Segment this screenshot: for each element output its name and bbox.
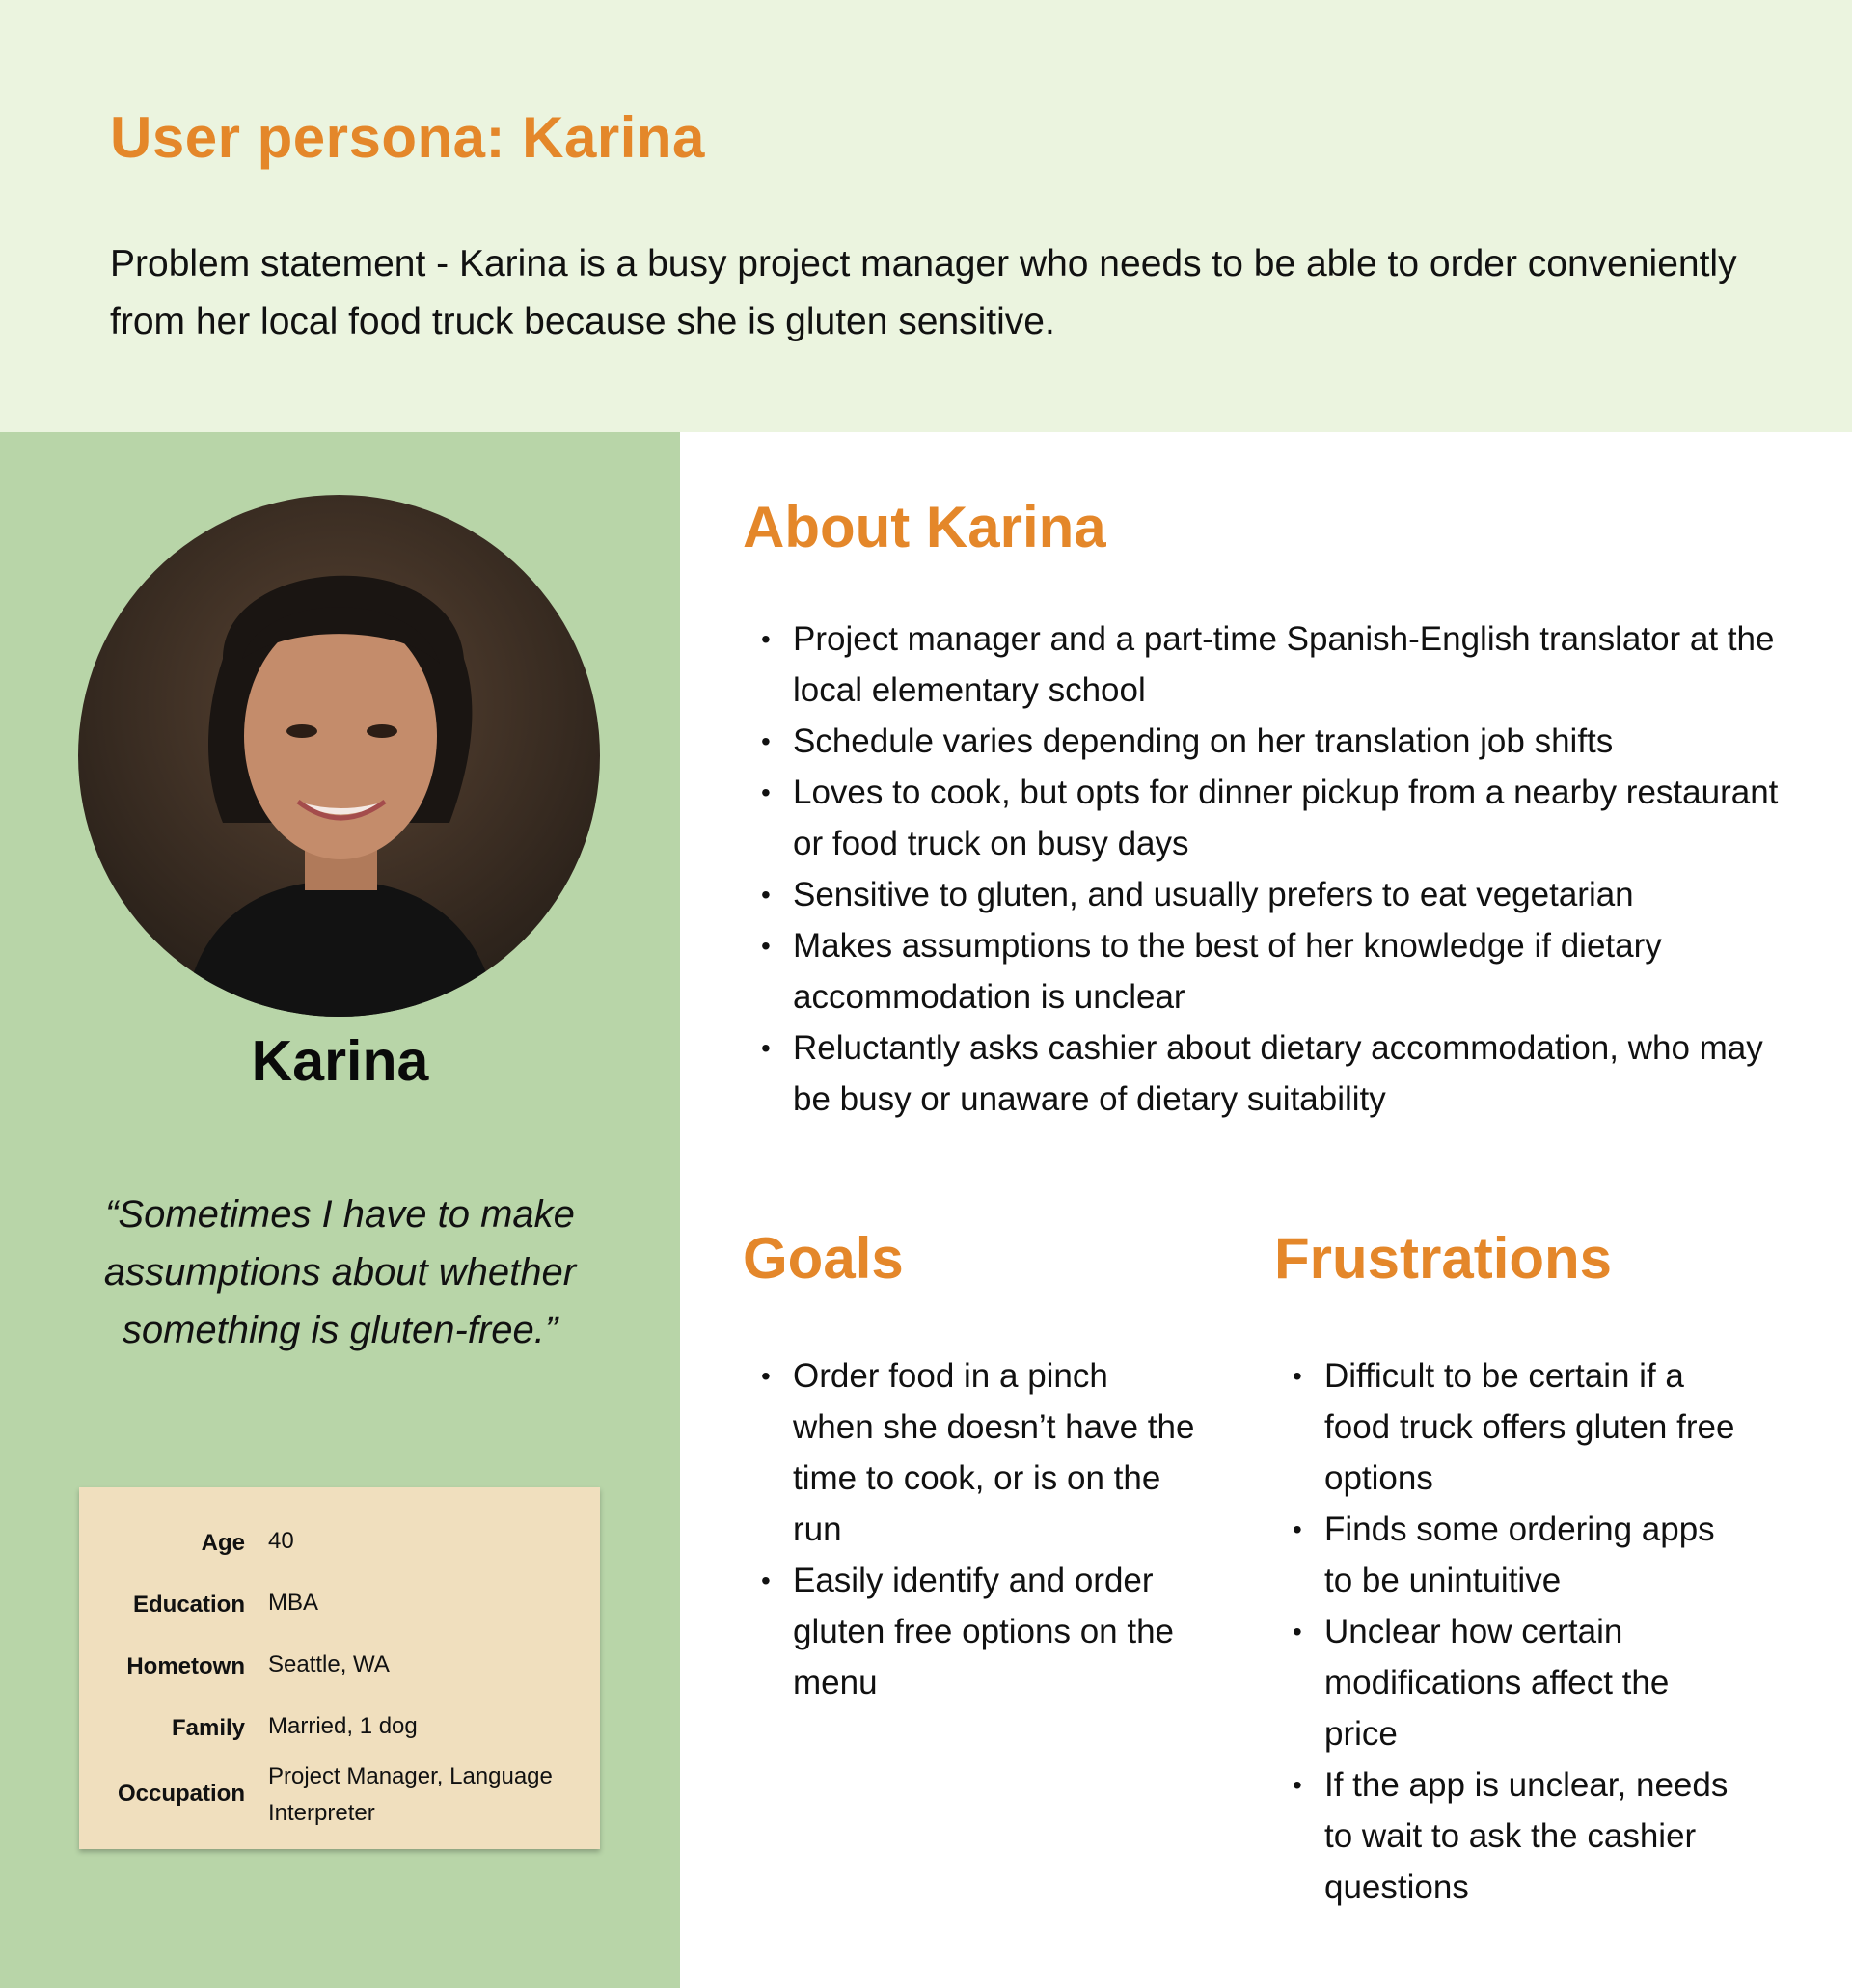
list-item: • Reluctantly asks cashier about dietary accommodation, who may be busy or unaware of dietary suitability — [744, 1022, 1785, 1125]
list-item: • Easily identify and order gluten free options on the menu — [744, 1555, 1197, 1708]
goals-heading: Goals — [743, 1226, 904, 1291]
persona-quote: “Sometimes I have to make assumptions about whether something is gluten-free.” — [103, 1193, 577, 1351]
avatar — [78, 495, 600, 1017]
frustrations-list — [1275, 1350, 1738, 1913]
detail-label: Age — [201, 1530, 245, 1556]
about-heading: About Karina — [743, 495, 1106, 559]
persona-name: Karina — [251, 1029, 429, 1093]
list-item: • Order food in a pinch when she doesn’t have the time to cook, or is on the run — [744, 1350, 1197, 1555]
detail-value: Married, 1 dog — [268, 1713, 418, 1739]
detail-label: Hometown — [126, 1653, 245, 1679]
list-item: • Unclear how certain modifications affect the price — [1275, 1606, 1738, 1759]
avatar-portrait-image — [78, 495, 600, 1017]
persona-details-card — [79, 1487, 600, 1849]
detail-label: Occupation — [117, 1781, 245, 1807]
problem-statement: Problem statement - Karina is a busy project manager who needs to be able to order conveniently from her local food truck because she is gluten sensitive. — [110, 243, 1737, 342]
list-item: • If the app is unclear, needs to wait to ask the cashier questions — [1275, 1759, 1738, 1913]
header — [0, 0, 1852, 432]
about-list — [744, 613, 1785, 1125]
page-title: User persona: Karina — [110, 105, 705, 170]
persona-sidebar — [0, 432, 680, 1988]
detail-value: Seattle, WA — [268, 1651, 390, 1677]
detail-label: Education — [132, 1592, 245, 1618]
detail-value: 40 — [268, 1528, 294, 1554]
list-item: • Schedule varies depending on her translation job shifts — [744, 716, 1785, 767]
list-item: • Loves to cook, but opts for dinner pickup from a nearby restaurant or food truck on busy days — [744, 767, 1785, 869]
list-item: • Difficult to be certain if a food truck offers gluten free options — [1275, 1350, 1738, 1504]
detail-value: MBA — [268, 1590, 319, 1616]
list-item: • Sensitive to gluten, and usually prefers to eat vegetarian — [744, 869, 1785, 920]
detail-label: Family — [171, 1715, 245, 1741]
list-item: • Finds some ordering apps to be unintuitive — [1275, 1504, 1738, 1606]
list-item: • Project manager and a part-time Spanish-English translator at the local elementary school — [744, 613, 1785, 716]
frustrations-heading: Frustrations — [1274, 1226, 1613, 1291]
list-item: • Makes assumptions to the best of her knowledge if dietary accommodation is unclear — [744, 920, 1785, 1022]
detail-value: Project Manager, Language Interpreter — [268, 1763, 553, 1826]
goals-list — [744, 1350, 1197, 1708]
